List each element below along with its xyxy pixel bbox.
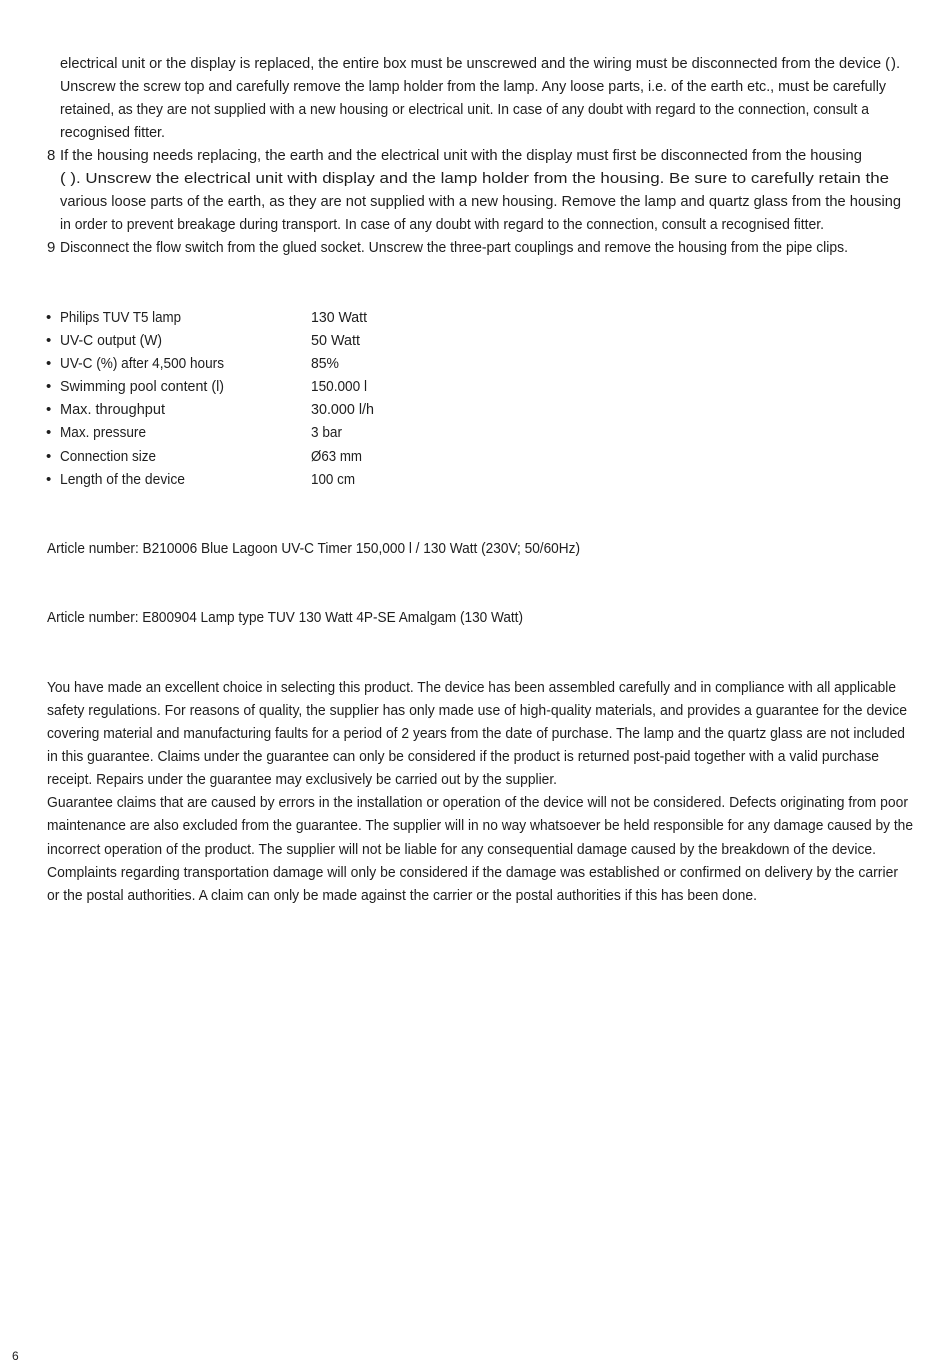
spec-value: 100 cm <box>311 471 355 488</box>
page-number: 6 <box>12 1349 19 1363</box>
spec-value: 30.000 l/h <box>311 401 374 418</box>
spec-label: Swimming pool content (l) <box>60 378 224 395</box>
bullet-glyph: • <box>46 424 52 441</box>
step8-line-3: various loose parts of the earth, as they are not supplied with a new housing. Remove the lamp and quartz glass from the housing <box>60 193 901 210</box>
step8-line-1: If the housing needs replacing, the earth and the electrical unit with the display must first be disconnected from the housing <box>60 147 862 164</box>
spec-label: Max. pressure <box>60 424 146 441</box>
guarantee-line: Complaints regarding transportation damage will only be considered if the damage was established or confirmed on delivery by the carrier <box>47 864 898 881</box>
bullet-glyph: • <box>46 309 52 326</box>
spec-label: Connection size <box>60 448 156 465</box>
spec-label: Max. throughput <box>60 401 165 418</box>
step7-line-1: electrical unit or the display is replaced, the entire box must be unscrewed and the wiring must be disconnected from the device ( <box>60 55 890 72</box>
bullet-glyph: • <box>46 448 52 465</box>
article-number-device: Article number: B210006 Blue Lagoon UV-C Timer 150,000 l / 130 Watt (230V; 50/60Hz) <box>47 540 580 557</box>
article-number-lamp: Article number: E800904 Lamp type TUV 130 Watt 4P-SE Amalgam (130 Watt) <box>47 609 523 626</box>
guarantee-line: incorrect operation of the product. The supplier will not be liable for any consequential damage caused by the breakdown of the device. <box>47 841 876 858</box>
bullet-glyph: • <box>46 332 52 349</box>
bullet-glyph: • <box>46 355 52 372</box>
step7-line-4: recognised fitter. <box>60 124 165 141</box>
spec-value: Ø63 mm <box>311 448 362 465</box>
guarantee-line: in this guarantee. Claims under the guarantee can only be considered if the product is returned post-paid together with a valid purchase <box>47 748 879 765</box>
spec-value: 130 Watt <box>311 309 367 326</box>
spec-label: UV-C output (W) <box>60 332 162 349</box>
guarantee-line: You have made an excellent choice in selecting this product. The device has been assembled carefully and in compliance with all applicable <box>47 679 896 696</box>
step7-line-3: retained, as they are not supplied with a new housing or electrical unit. In case of any doubt with regard to the connection, consult a <box>60 101 869 118</box>
guarantee-line: covering material and manufacturing faults for a period of 2 years from the date of purchase. The lamp and the quartz glass are not included <box>47 725 905 742</box>
guarantee-line: safety regulations. For reasons of quality, the supplier has only made use of high-quality materials, and provides a guarantee for the device <box>47 702 907 719</box>
step7-line-2: Unscrew the screw top and carefully remove the lamp holder from the lamp. Any loose parts, i.e. of the earth etc., must be carefully <box>60 78 886 95</box>
spec-value: 150.000 l <box>311 378 367 395</box>
spec-label: Philips TUV T5 lamp <box>60 309 181 326</box>
bullet-glyph: • <box>46 401 52 418</box>
step8-line-4: in order to prevent breakage during transport. In case of any doubt with regard to the connection, consult a recognised fitter. <box>60 216 824 233</box>
step8-line-2: ( ). Unscrew the electrical unit with display and the lamp holder from the housing. Be sure to carefully retain the <box>60 170 889 187</box>
bullet-glyph: • <box>46 471 52 488</box>
spec-value: 50 Watt <box>311 332 360 349</box>
guarantee-line: receipt. Repairs under the guarantee may exclusively be carried out by the supplier. <box>47 771 557 788</box>
step9-number: 9 <box>47 239 56 256</box>
step8-number: 8 <box>47 147 56 164</box>
guarantee-line: Guarantee claims that are caused by errors in the installation or operation of the device will not be considered. Defects originating from poor <box>47 794 908 811</box>
guarantee-line: or the postal authorities. A claim can only be made against the carrier or the postal authorities if this has been done. <box>47 887 757 904</box>
step7-line-close: ). <box>891 55 901 72</box>
spec-value: 3 bar <box>311 424 342 441</box>
bullet-glyph: • <box>46 378 52 395</box>
step9-line: Disconnect the flow switch from the glued socket. Unscrew the three-part couplings and remove the housing from the pipe clips. <box>60 239 848 256</box>
spec-label: UV-C (%) after 4,500 hours <box>60 355 224 372</box>
spec-value: 85% <box>311 355 339 372</box>
spec-label: Length of the device <box>60 471 185 488</box>
guarantee-line: maintenance are also excluded from the guarantee. The supplier will in no way whatsoever be held responsible for any damage caused by the <box>47 817 913 834</box>
